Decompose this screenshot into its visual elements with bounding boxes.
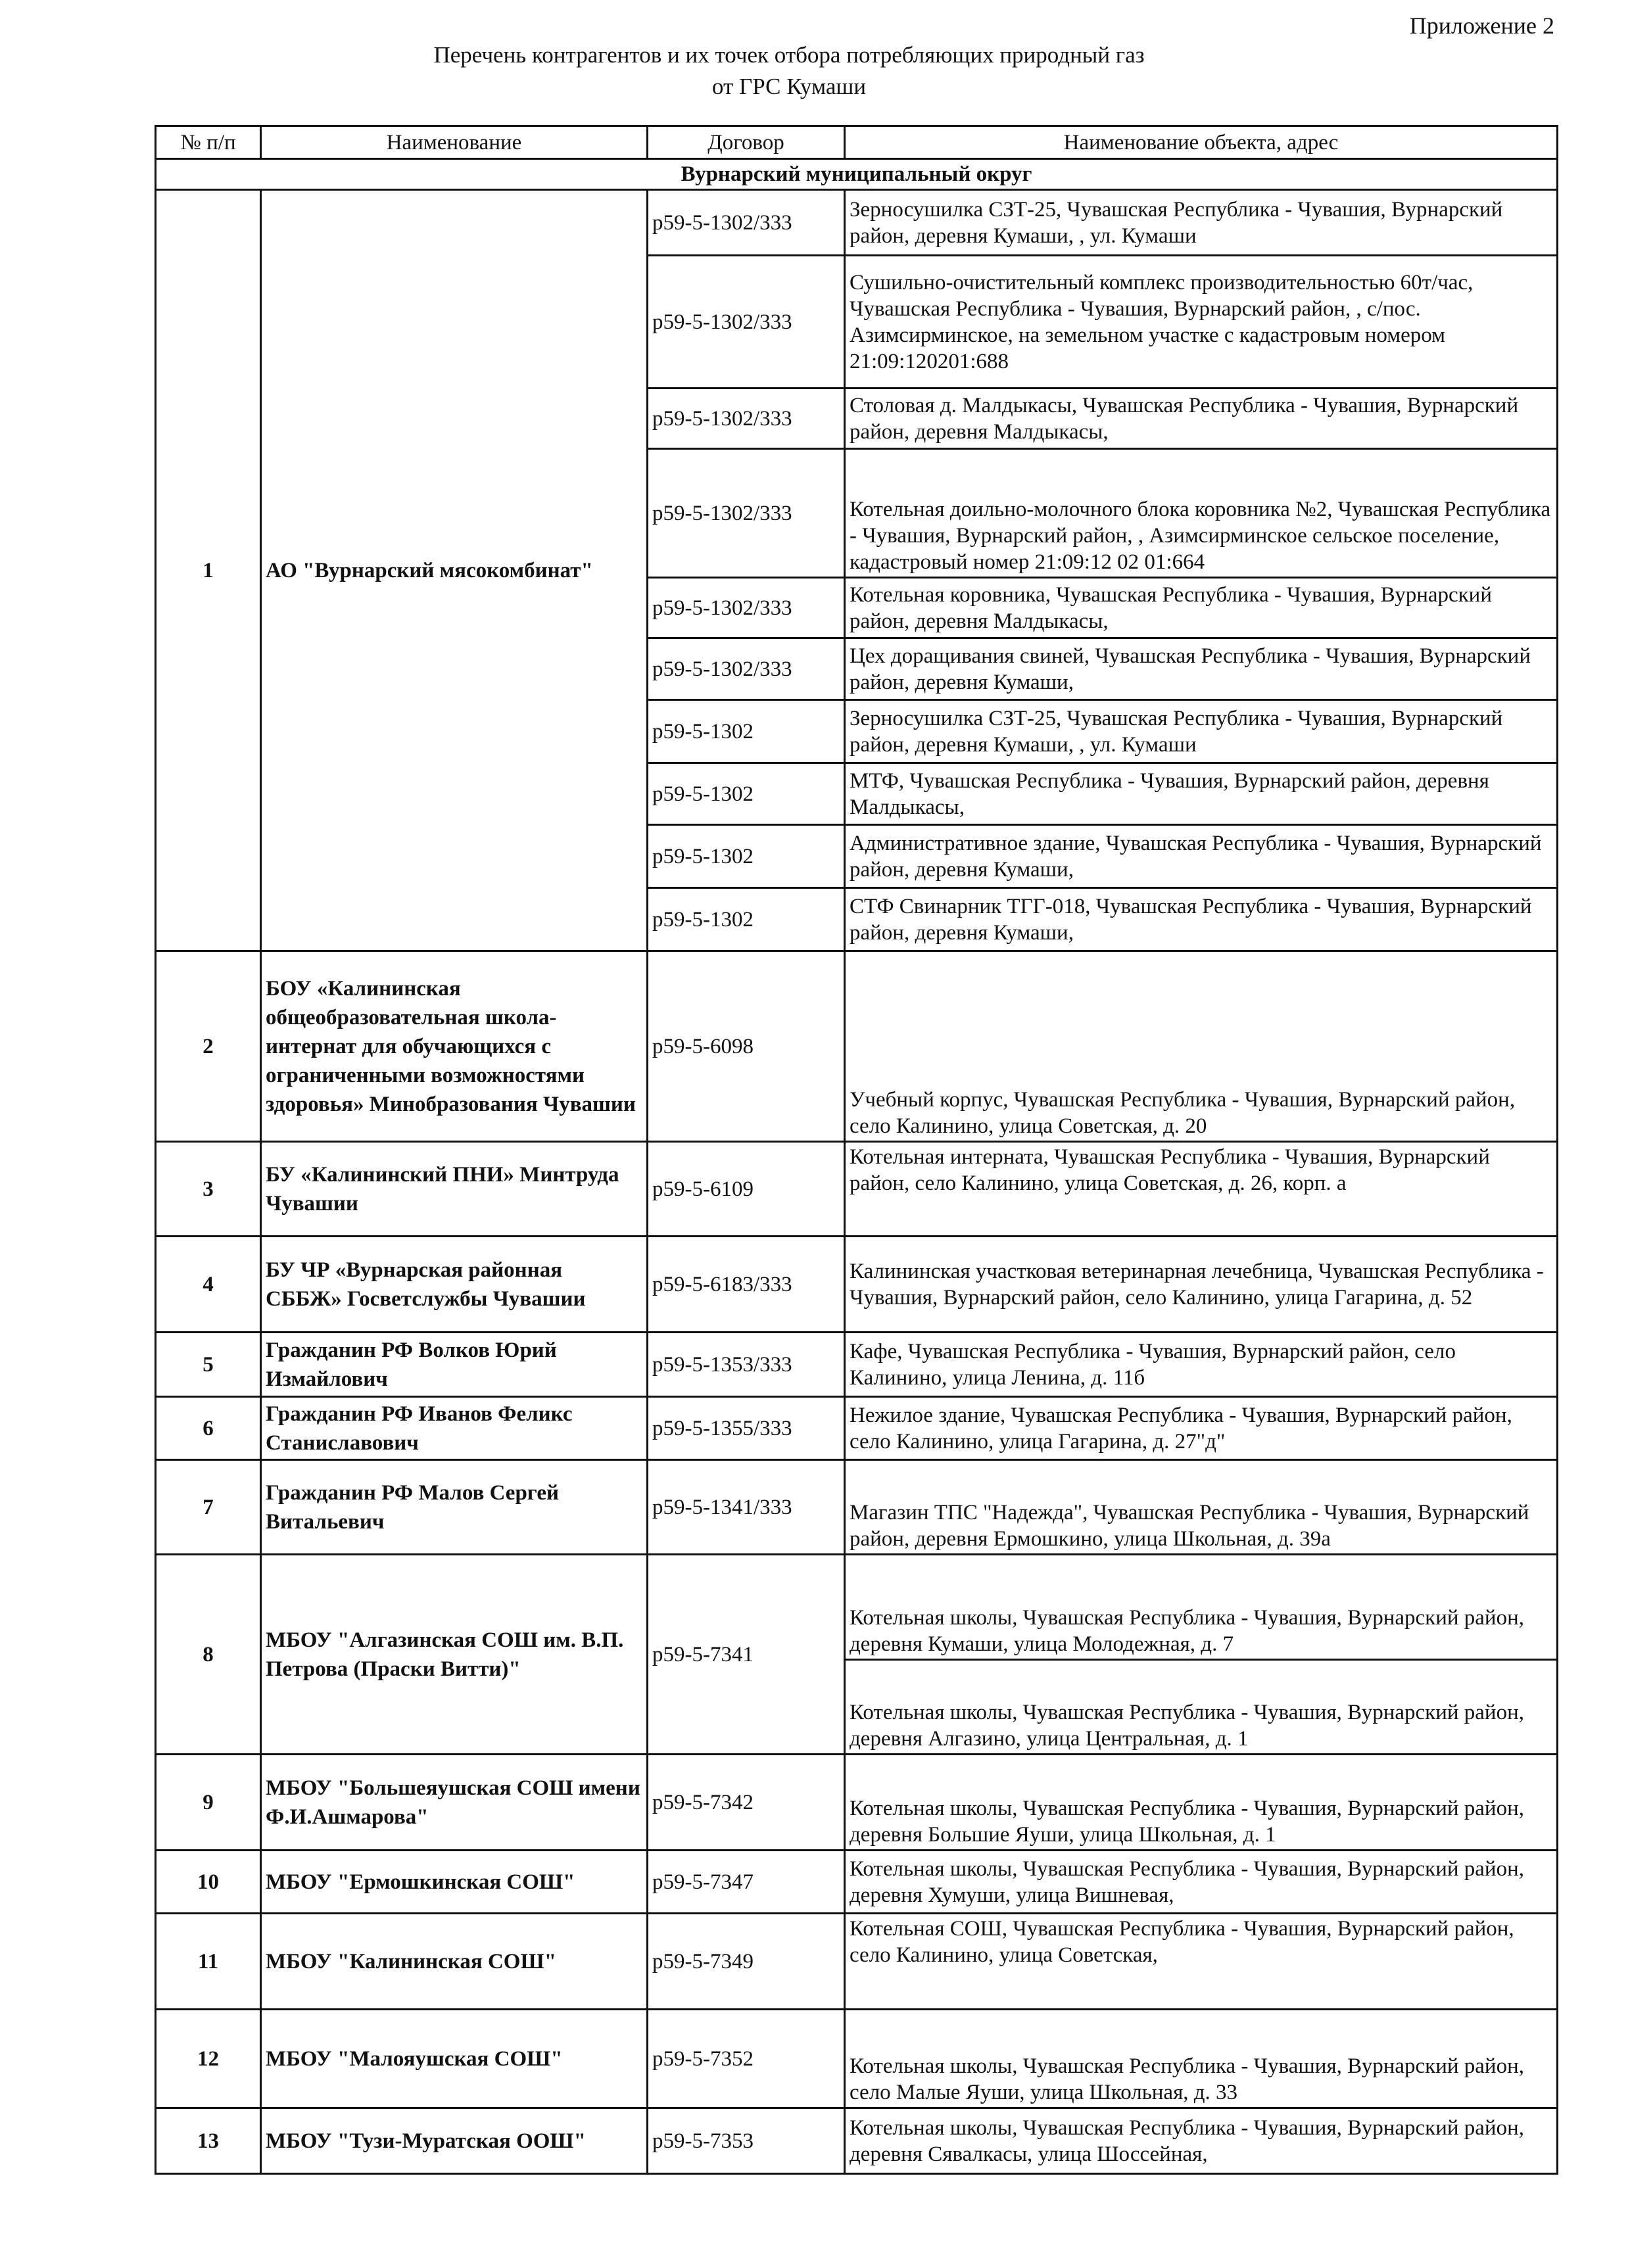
contract-number: p59-5-1302/333 [648,449,845,578]
object-address: Калининская участковая ветеринарная лечебница, Чувашская Республика - Чувашия, Вурнарский район, село Калинино, улица Гагарина, д. 52 [845,1237,1558,1333]
contract-number: p59-5-1341/333 [648,1460,845,1555]
contractor-name: Гражданин РФ Волков Юрий Измайлович [261,1333,648,1397]
object-address: Нежилое здание, Чувашская Республика - Чувашия, Вурнарский район, село Калинино, улица Гагарина, д. 27"д" [845,1397,1558,1460]
row-number: 8 [156,1555,261,1755]
contract-number: p59-5-1302 [648,888,845,951]
row-number: 11 [156,1914,261,2010]
contract-number: p59-5-1353/333 [648,1333,845,1397]
contract-number: p59-5-1302/333 [648,256,845,389]
contract-number: p59-5-1302 [648,763,845,825]
object-address: Котельная школы, Чувашская Республика - Чувашия, Вурнарский район, деревня Большие Яуши, улица Школьная, д. 1 [845,1755,1558,1851]
row-number: 13 [156,2108,261,2174]
object-address: Кафе, Чувашская Республика - Чувашия, Вурнарский район, село Калинино, улица Ленина, д. 11б [845,1333,1558,1397]
object-address: СТФ Свинарник ТГГ-018, Чувашская Республика - Чувашия, Вурнарский район, деревня Кумаши, [845,888,1558,951]
object-address: Котельная СОШ, Чувашская Республика - Чувашия, Вурнарский район, село Калинино, улица Советская, [845,1914,1558,2010]
contractor-name: МБОУ "Малояушская СОШ" [261,2010,648,2108]
object-address: Столовая д. Малдыкасы, Чувашская Республика - Чувашия, Вурнарский район, деревня Малдыкасы, [845,389,1558,449]
object-address: Административное здание, Чувашская Республика - Чувашия, Вурнарский район, деревня Кумаши, [845,825,1558,888]
row-number: 3 [156,1142,261,1237]
contract-number: p59-5-1302/333 [648,638,845,700]
contract-number: p59-5-7342 [648,1755,845,1851]
title-line-1: Перечень контрагентов и их точек отбора потребляющих природный газ [433,42,1145,68]
table-row [156,1333,1558,1397]
table-row [156,1555,1558,1660]
object-address: Котельная школы, Чувашская Республика - Чувашия, Вурнарский район, деревня Алгазино, улица Центральная, д. 1 [845,1660,1558,1755]
object-address: Котельная школы, Чувашская Республика - Чувашия, Вурнарский район, деревня Сявалкасы, улица Шоссейная, [845,2108,1558,2174]
contractor-name: МБОУ "Калининская СОШ" [261,1914,648,2010]
contractor-name: МБОУ "Большеяушская СОШ имени Ф.И.Ашмарова" [261,1755,648,1851]
row-number: 2 [156,951,261,1142]
contract-number: p59-5-1355/333 [648,1397,845,1460]
header-name: Наименование [261,126,648,159]
contract-number: p59-5-1302/333 [648,578,845,638]
row-number: 1 [156,190,261,951]
table-row [156,2010,1558,2108]
object-address: Цех доращивания свиней, Чувашская Республика - Чувашия, Вурнарский район, деревня Кумаши, [845,638,1558,700]
object-address: Котельная школы, Чувашская Республика - Чувашия, Вурнарский район, деревня Кумаши, улица Молодежная, д. 7 [845,1555,1558,1660]
header-row [156,126,1558,159]
contractor-name: БУ ЧР «Вурнарская районная СББЖ» Госветслужбы Чувашии [261,1237,648,1333]
row-number: 4 [156,1237,261,1333]
object-address: Учебный корпус, Чувашская Республика - Чувашия, Вурнарский район, село Калинино, улица Советская, д. 20 [845,951,1558,1142]
object-address: Магазин ТПС "Надежда", Чувашская Республика - Чувашия, Вурнарский район, деревня Ермошкино, улица Школьная, д. 39а [845,1460,1558,1555]
header-num: № п/п [156,126,261,159]
document-title [395,39,1184,103]
table-row [156,1851,1558,1914]
contract-number: p59-5-6098 [648,951,845,1142]
contractor-name: АО "Вурнарский мясокомбинат" [261,190,648,951]
contractor-name: МБОУ "Ермошкинская СОШ" [261,1851,648,1914]
contract-number: p59-5-7349 [648,1914,845,2010]
title-line-2: от ГРС Кумаши [711,74,867,99]
contractor-name: Гражданин РФ Малов Сергей Витальевич [261,1460,648,1555]
row-number: 6 [156,1397,261,1460]
section-row [156,159,1558,190]
contract-number: p59-5-1302 [648,825,845,888]
table-row [156,2108,1558,2174]
contractor-name: МБОУ "Алгазинская СОШ им. В.П. Петрова (Праски Витти)" [261,1555,648,1755]
contractor-name: БОУ «Калининская общеобразовательная школа-интернат для обучающихся с ограниченными возможностями здоровья» Минобразования Чувашии [261,951,648,1142]
contract-number: p59-5-7353 [648,2108,845,2174]
table-row [156,951,1558,1142]
table-row [156,1914,1558,2010]
header-contract: Договор [648,126,845,159]
contract-number: p59-5-7341 [648,1555,845,1755]
contractor-name: МБОУ "Тузи-Муратская ООШ" [261,2108,648,2174]
object-address: МТФ, Чувашская Республика - Чувашия, Вурнарский район, деревня Малдыкасы, [845,763,1558,825]
contractor-name: Гражданин РФ Иванов Феликс Станиславович [261,1397,648,1460]
table-row [156,1460,1558,1555]
contract-number: p59-5-1302 [648,700,845,763]
contractors-table [155,125,1558,2175]
row-number: 9 [156,1755,261,1851]
contract-number: p59-5-6109 [648,1142,845,1237]
object-address: Зерносушилка СЗТ-25, Чувашская Республика - Чувашия, Вурнарский район, деревня Кумаши, , ул. Кумаши [845,190,1558,256]
object-address: Котельная доильно-молочного блока коровника №2, Чувашская Республика - Чувашия, Вурнарский район, , Азимсирминское сельское поселение, кадастровый номер 21:09:12 02 01:664 [845,449,1558,578]
table-row [156,1237,1558,1333]
contract-number: p59-5-1302/333 [648,389,845,449]
object-address: Котельная школы, Чувашская Республика - Чувашия, Вурнарский район, село Малые Яуши, улица Школьная, д. 33 [845,2010,1558,2108]
table-row [156,1142,1558,1237]
row-number: 12 [156,2010,261,2108]
contract-number: p59-5-1302/333 [648,190,845,256]
table-row [156,190,1558,256]
object-address: Зерносушилка СЗТ-25, Чувашская Республика - Чувашия, Вурнарский район, деревня Кумаши, , ул. Кумаши [845,700,1558,763]
section-title: Вурнарский муниципальный округ [156,159,1558,190]
row-number: 10 [156,1851,261,1914]
row-number: 7 [156,1460,261,1555]
object-address: Сушильно-очистительный комплекс производительностью 60т/час, Чувашская Республика - Чувашия, Вурнарский район, , с/пос. Азимсирминское, на земельном участке с кадастровым номером 21:09:120201:688 [845,256,1558,389]
table-row [156,1397,1558,1460]
attachment-label: Приложение 2 [1409,12,1554,39]
object-address: Котельная коровника, Чувашская Республика - Чувашия, Вурнарский район, деревня Малдыкасы, [845,578,1558,638]
object-address: Котельная интерната, Чувашская Республика - Чувашия, Вурнарский район, село Калинино, улица Советская, д. 26, корп. а [845,1142,1558,1237]
object-address: Котельная школы, Чувашская Республика - Чувашия, Вурнарский район, деревня Хумуши, улица Вишневая, [845,1851,1558,1914]
contract-number: p59-5-7352 [648,2010,845,2108]
contract-number: p59-5-6183/333 [648,1237,845,1333]
table-row [156,1755,1558,1851]
header-object: Наименование объекта, адрес [845,126,1558,159]
contract-number: p59-5-7347 [648,1851,845,1914]
contractor-name: БУ «Калининский ПНИ» Минтруда Чувашии [261,1142,648,1237]
row-number: 5 [156,1333,261,1397]
